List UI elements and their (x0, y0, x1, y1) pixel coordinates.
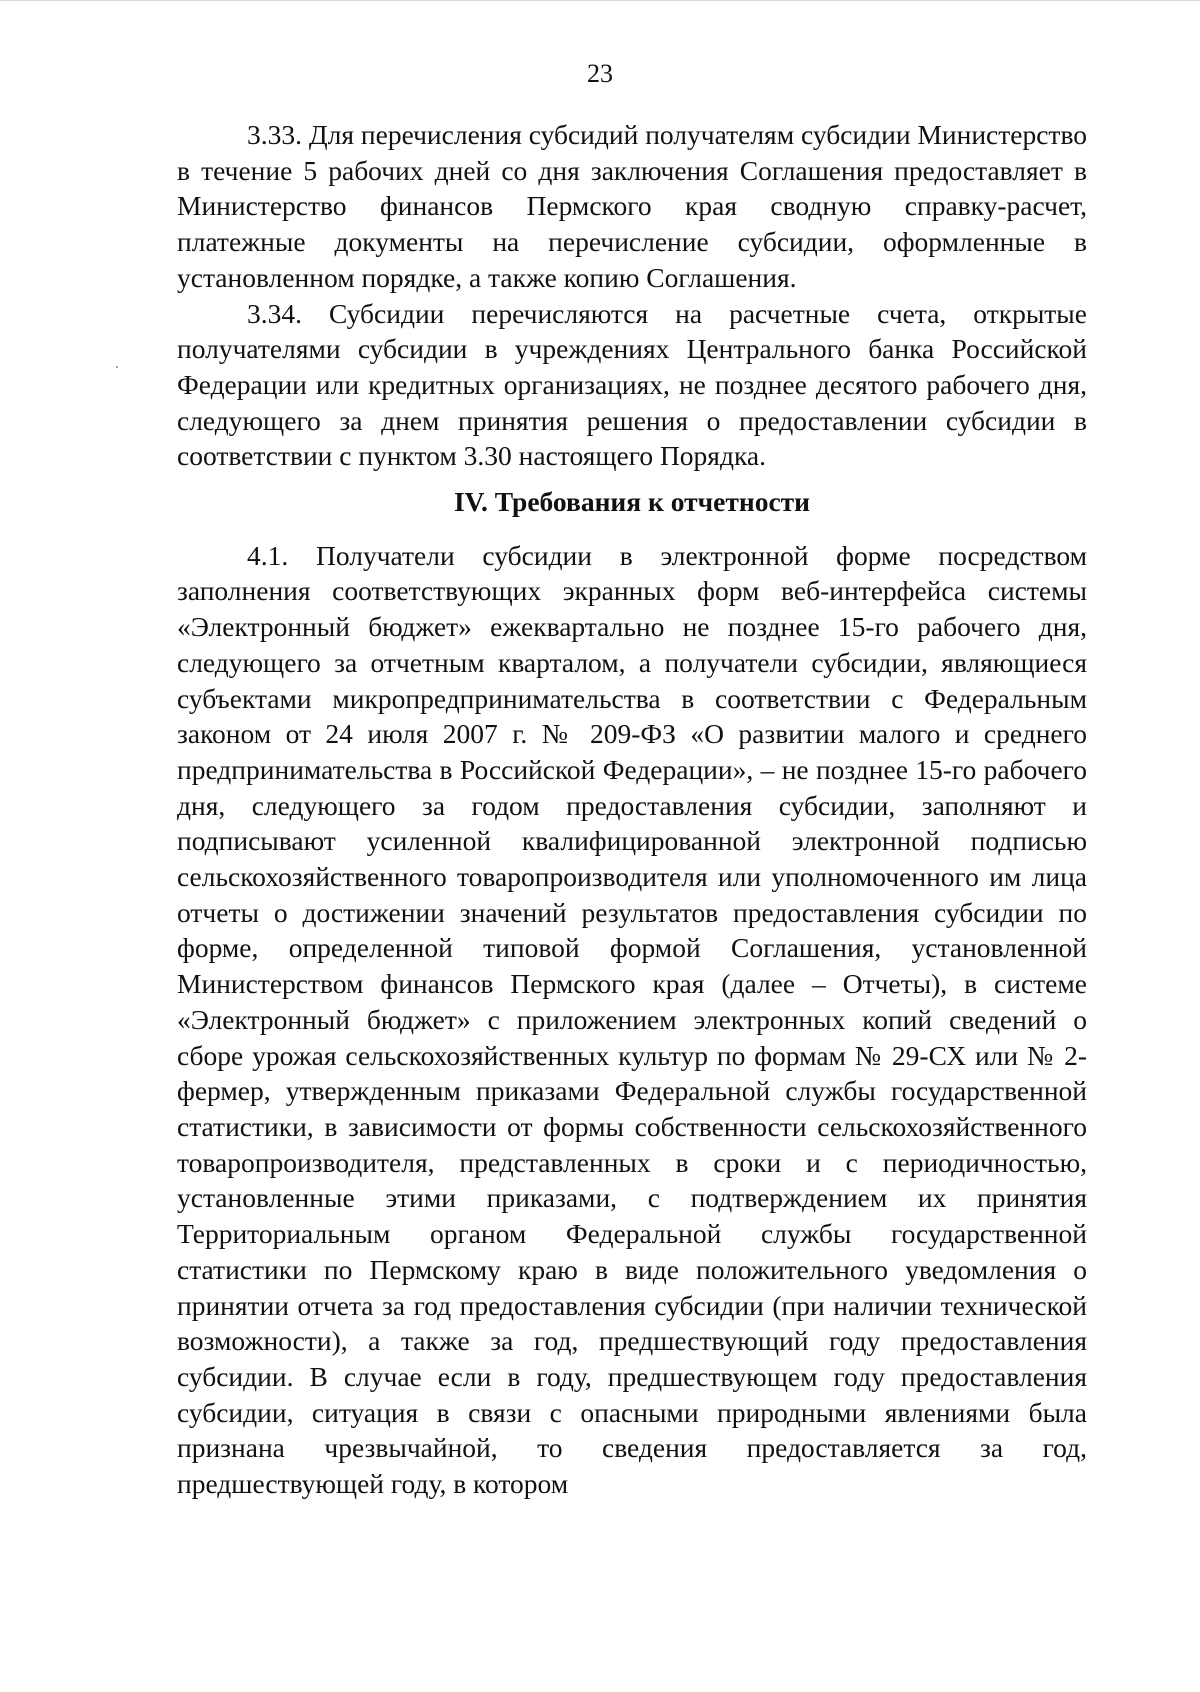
scan-speck (116, 366, 118, 368)
paragraph-3-33: 3.33. Для перечисления субсидий получателям субсидии Министерство в течение 5 рабочих дней со дня заключения Соглашения предоставляет в Министерство финансов Пермского края сводную справку-расчет, платежные документы на перечисление субсидии, оформленные в установленном порядке, а также копию Соглашения. (177, 119, 1087, 293)
paragraph-4-1: 4.1. Получатели субсидии в электронной форме посредством заполнения соответствующих экранных форм веб-интерфейса системы «Электронный бюджет» ежеквартально не позднее 15-го рабочего дня, следующего за отчетным кварталом, а получатели субсидии, являющиеся субъектами микропредпринимательства в соответствии с Федеральным законом от 24 июля 2007 г. № 209-ФЗ «О развитии малого и среднего предпринимательства в Российской Федерации», – не позднее 15-го рабочего дня, следующего за годом предоставления субсидии, заполняют и подписывают усиленной квалифицированной электронной подписью сельскохозяйственного товаропроизводителя или уполномоченного им лица отчеты о достижении значений результатов предоставления субсидии по форме, определенной типовой формой Соглашения, установленной Министерством финансов Пермского края (далее – Отчеты), в системе «Электронный бюджет» с приложением электронных копий сведений о сборе урожая сельскохозяйственных культур по формам № 29-СХ или № 2-фермер, утвержденным приказами Федеральной службы государственной статистики, в зависимости от формы собственности сельскохозяйственного товаропроизводителя, представленных в сроки и с периодичностью, установленные этими приказами, с подтверждением их принятия Территориальным органом Федеральной службы государственной статистики по Пермскому краю в виде положительного уведомления о принятии отчета за год предоставления субсидии (при наличии технической возможности), а также за год, предшествующий году предоставления субсидии. В случае если в году, предшествующем году предоставления субсидии, ситуация в связи с опасными природными явлениями была признана чрезвычайной, то сведения предоставляется за год, предшествующей году, в котором (177, 539, 1087, 1500)
page-number: 23 (587, 59, 613, 88)
paragraph-3-34: 3.34. Субсидии перечисляются на расчетные счета, открытые получателями субсидии в учреждениях Центрального банка Российской Федерации или кредитных организациях, не позднее десятого рабочего дня, следующего за днем принятия решения о предоставлении субсидии в соответствии с пунктом 3.30 настоящего Порядка. (177, 297, 1087, 472)
section-heading: IV. Требования к отчетности (453, 486, 811, 518)
document-body (177, 117, 1087, 1502)
scan-edge (0, 0, 1200, 1)
